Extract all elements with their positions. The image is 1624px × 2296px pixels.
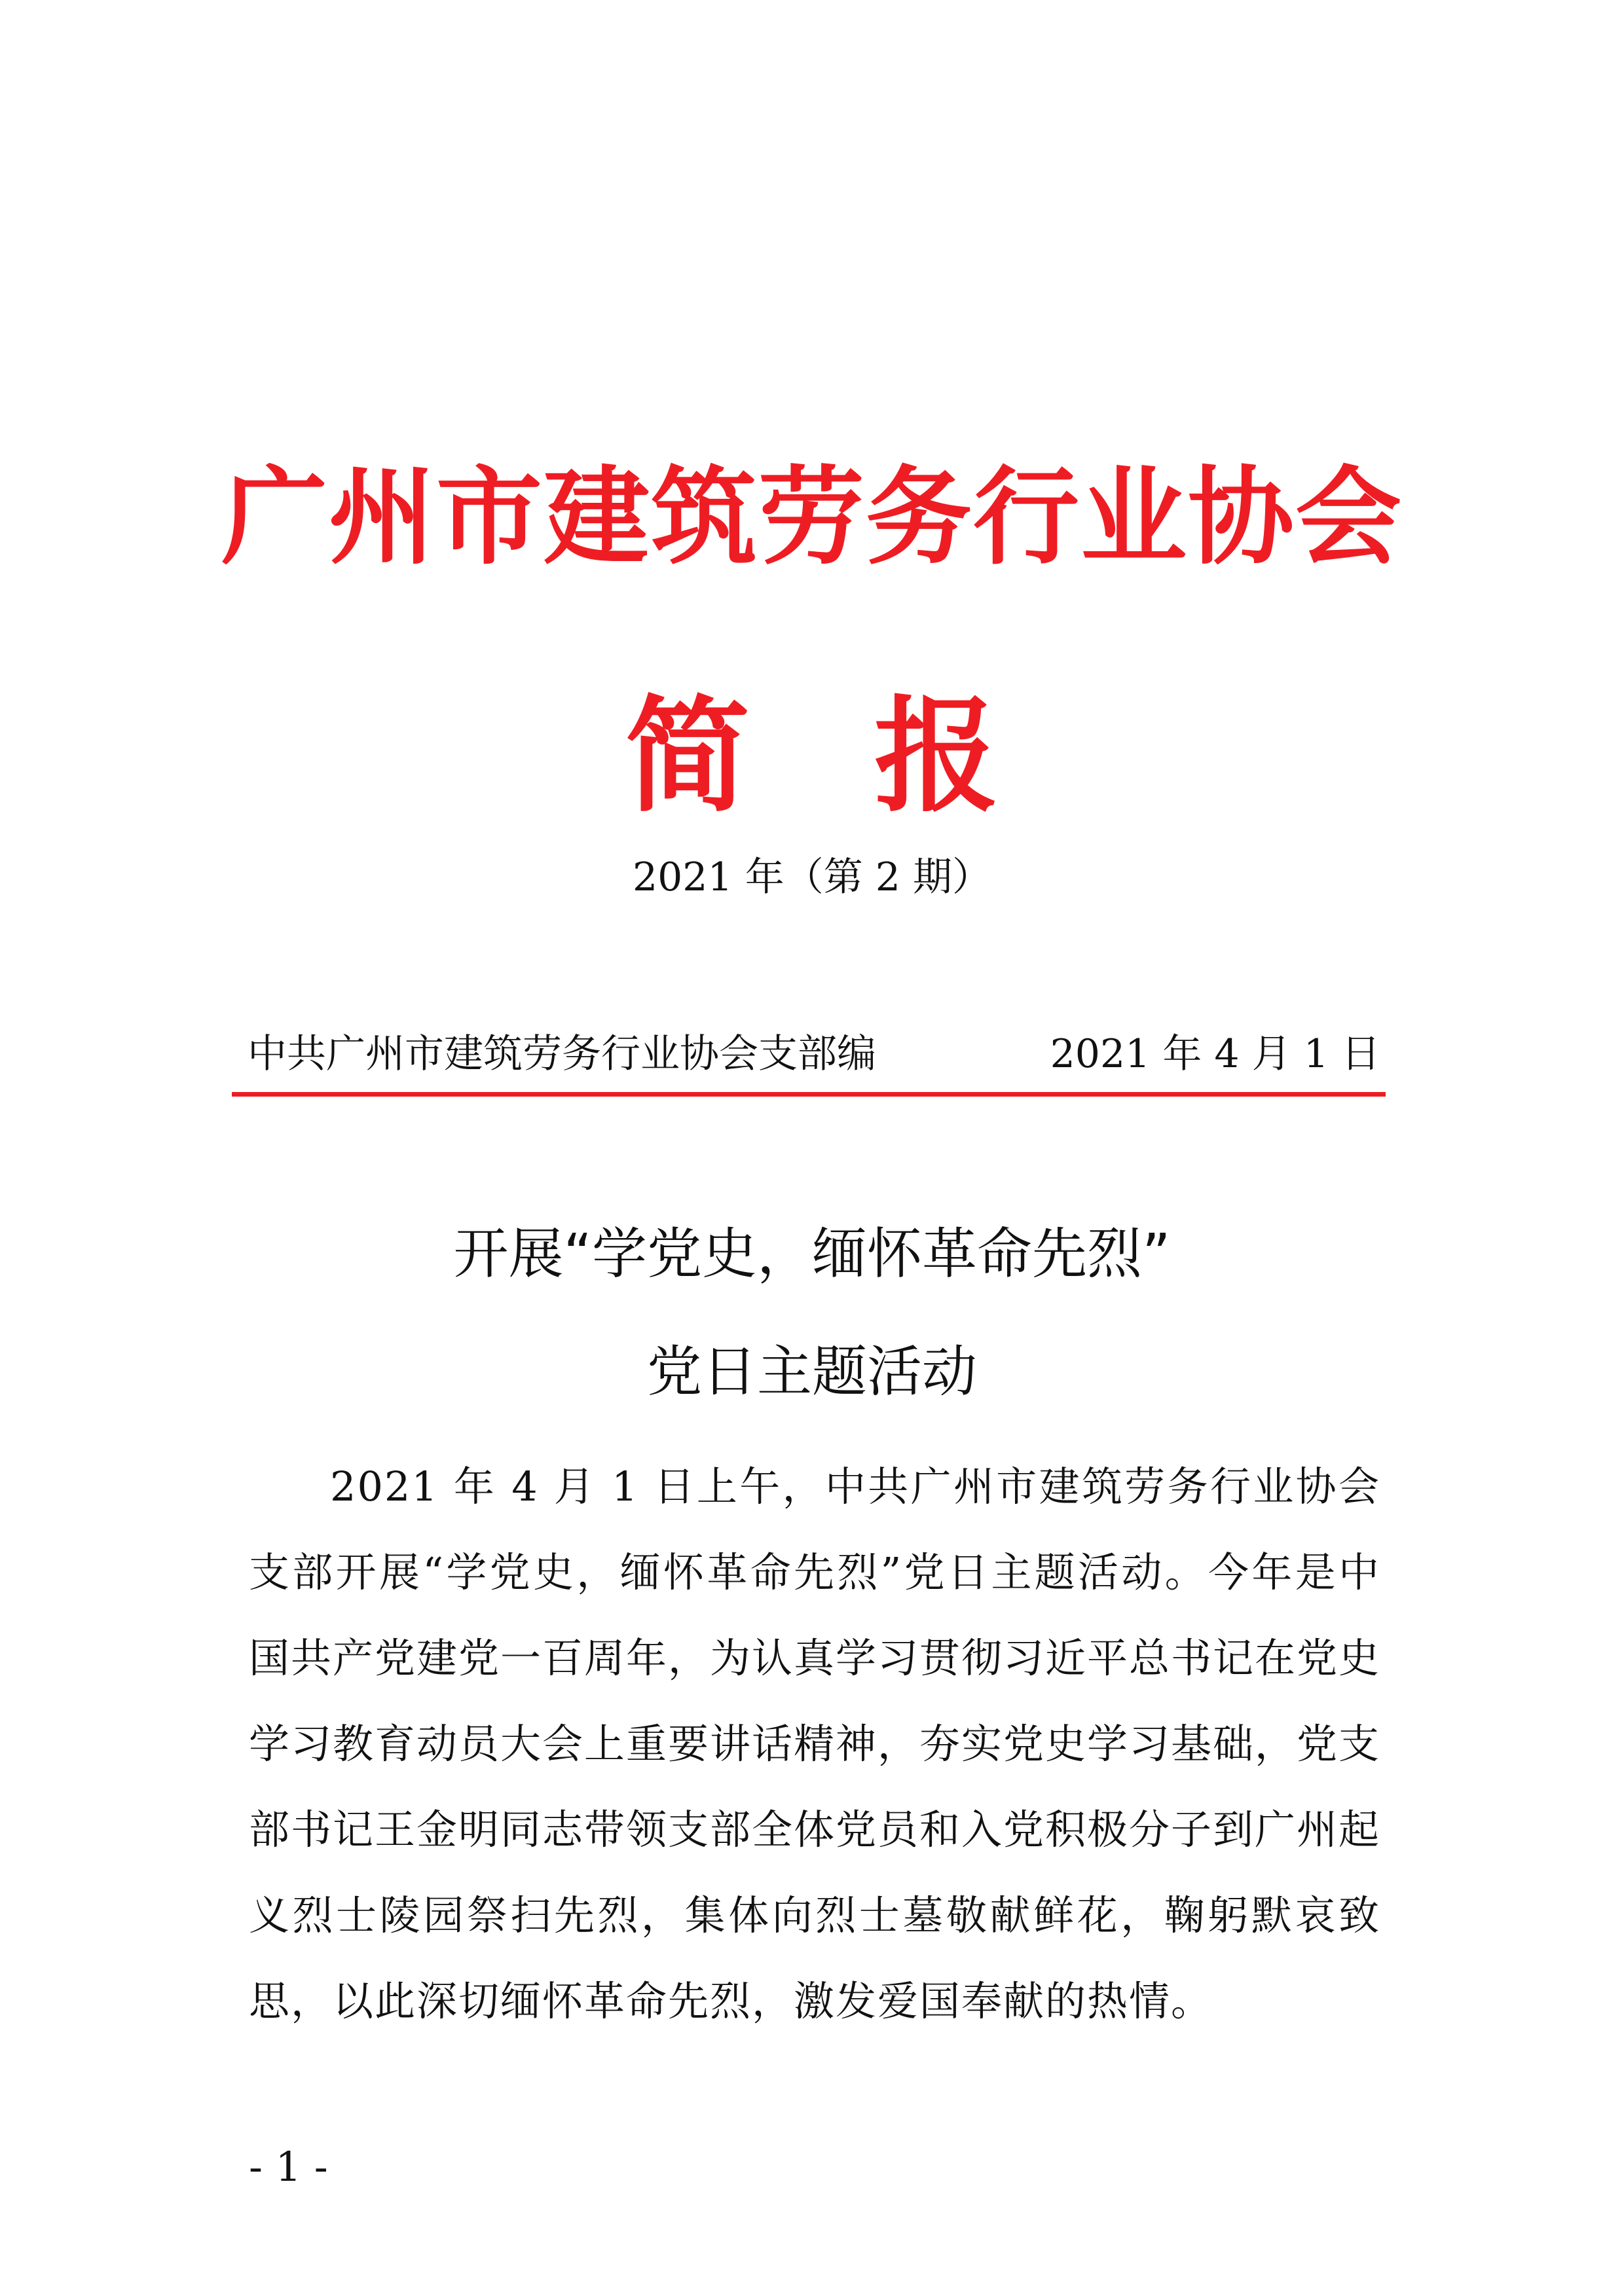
- page-number: - 1 -: [249, 2143, 328, 2191]
- article-title-line-1: 开展“学党史，缅怀革命先烈”: [453, 1222, 1171, 1286]
- article-title-line-2: 党日主题活动: [646, 1339, 977, 1404]
- masthead-bulletin-title: [0, 681, 1624, 831]
- bulletin-char-2: 报: [874, 683, 999, 829]
- issue-number: 2021 年（第 2 期）: [632, 854, 992, 900]
- publish-date: 2021 年 4 月 1 日: [1050, 1031, 1380, 1077]
- editor-name: 中共广州市建筑劳务行业协会支部编: [248, 1031, 876, 1077]
- masthead-organization-title: 广州市建筑劳务行业协会: [221, 455, 1403, 579]
- bulletin-char-1: 简: [625, 683, 750, 829]
- article-body: 2021 年 4 月 1 日上午，中共广州市建筑劳务行业协会支部开展“学党史，缅怀革命先烈”党日主题活动。今年是中国共产党建党一百周年，为认真学习贯彻习近平总书记在党史学习教育动员大会上重要讲话精神，夯实党史学习基础，党支部书记王金明同志带领支部全体党员和入党积极分子到广州起义烈士陵园祭扫先烈，集体向烈士墓敬献鲜花，鞠躬默哀致思，以此深切缅怀革命先烈，激发爱国奉献的热情。: [249, 1463, 1381, 2025]
- red-divider-rule: [232, 1092, 1386, 1097]
- editor-line: [248, 1025, 1380, 1084]
